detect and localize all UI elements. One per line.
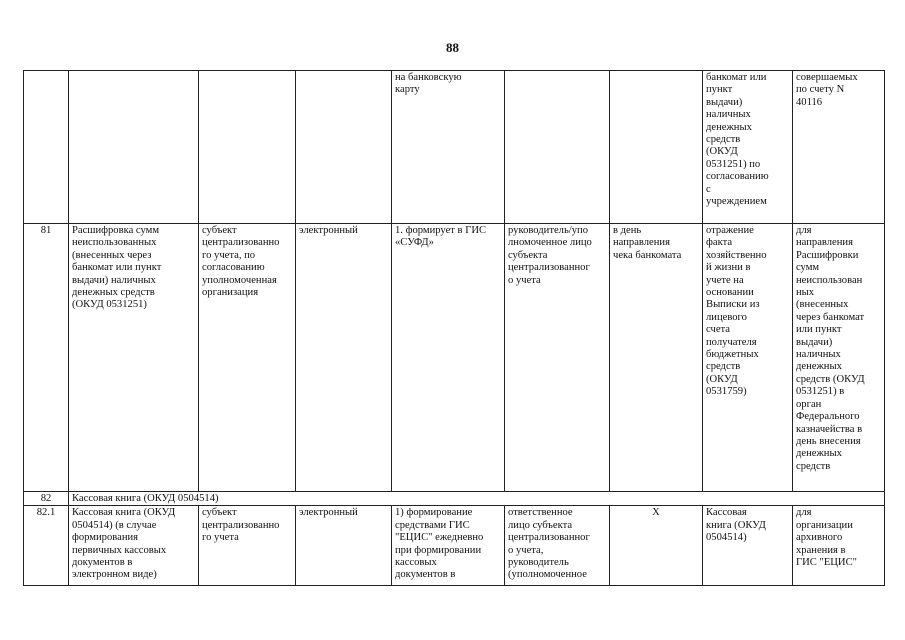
row-number: 81 bbox=[24, 224, 69, 492]
procedure-cell: 1) формирование средствами ГИС "ЕЦИС" ежедневно при формировании кассовых документов в bbox=[392, 506, 505, 586]
table-row bbox=[24, 506, 885, 586]
responsible-party-cell bbox=[199, 71, 296, 224]
signer-cell bbox=[505, 71, 610, 224]
procedure-cell: 1. формирует в ГИС «СУФД» bbox=[392, 224, 505, 492]
table-row bbox=[24, 224, 885, 492]
accounting-cell: отражение факта хозяйственно й жизни в учете на основании Выписки из лицевого счета получателя бюджетных средств (ОКУД 0531759) bbox=[703, 224, 793, 492]
document-name-cell: Кассовая книга (ОКУД 0504514) (в случае формирования первичных кассовых документов в электронном виде) bbox=[69, 506, 199, 586]
procedure-cell: на банковскую карту bbox=[392, 71, 505, 224]
signer-cell: руководитель/упо лномоченное лицо субъекта централизованног о учета bbox=[505, 224, 610, 492]
purpose-cell: совершаемых по счету N 40116 bbox=[793, 71, 885, 224]
row-number bbox=[24, 71, 69, 224]
form-type-cell: электронный bbox=[296, 224, 392, 492]
form-type-cell bbox=[296, 71, 392, 224]
document-name-cell bbox=[69, 71, 199, 224]
section-row bbox=[24, 492, 885, 506]
purpose-cell: для направления Расшифровки сумм неиспользован ных (внесенных через банкомат или пункт выдачи) наличных денежных средств (ОКУД 0531251) в орган Федерального казначейства в день внесения денежных средств bbox=[793, 224, 885, 492]
table-row bbox=[24, 71, 885, 224]
section-title: Кассовая книга (ОКУД 0504514) bbox=[69, 492, 885, 506]
purpose-cell: для организации архивного хранения в ГИС "ЕЦИС" bbox=[793, 506, 885, 586]
row-number: 82.1 bbox=[24, 506, 69, 586]
row-number: 82 bbox=[24, 492, 69, 506]
document-table bbox=[23, 70, 885, 586]
document-name-cell: Расшифровка сумм неиспользованных (внесенных через банкомат или пункт выдачи) наличных денежных средств (ОКУД 0531251) bbox=[69, 224, 199, 492]
signer-cell: ответственное лицо субъекта централизованног о учета, руководитель (уполномоченное bbox=[505, 506, 610, 586]
deadline-cell: X bbox=[610, 506, 703, 586]
page-number: 88 bbox=[446, 40, 459, 55]
responsible-party-cell: субъект централизованно го учета bbox=[199, 506, 296, 586]
deadline-cell bbox=[610, 71, 703, 224]
deadline-cell: в день направления чека банкомата bbox=[610, 224, 703, 492]
form-type-cell: электронный bbox=[296, 506, 392, 586]
accounting-cell: Кассовая книга (ОКУД 0504514) bbox=[703, 506, 793, 586]
accounting-cell: банкомат или пункт выдачи) наличных денежных средств (ОКУД 0531251) по согласованию с учреждением bbox=[703, 71, 793, 224]
responsible-party-cell: субъект централизованно го учета, по согласованию уполномоченная организация bbox=[199, 224, 296, 492]
